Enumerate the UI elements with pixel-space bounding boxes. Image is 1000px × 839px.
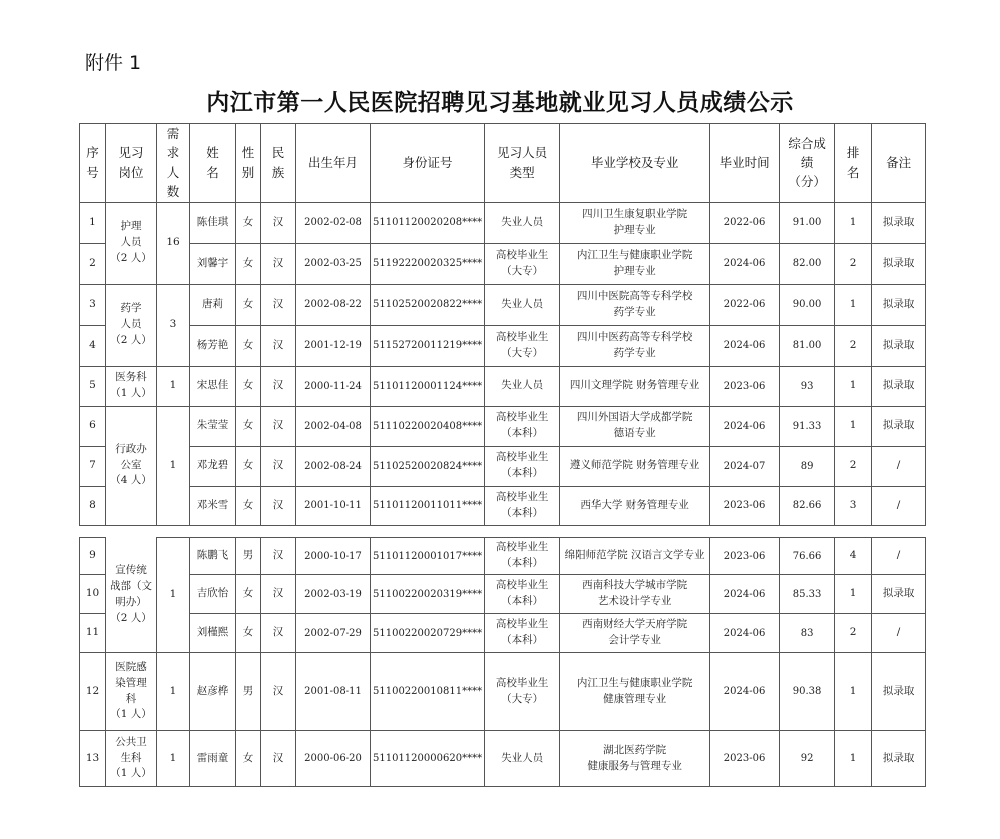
- position-cell-line: 药学: [120, 302, 142, 315]
- name-cell: 朱莹莹: [190, 406, 236, 446]
- school-cell: [560, 406, 710, 446]
- position-cell-line: （4 人）: [110, 474, 152, 487]
- header-demand: 需 求 人 数: [157, 124, 190, 203]
- school-cell: [560, 202, 710, 243]
- school-cell: [560, 538, 710, 575]
- school-cell-line: 健康服务与管理专业: [587, 759, 682, 772]
- row-number: 2: [80, 243, 106, 284]
- school-cell: [560, 325, 710, 366]
- rank-cell: 2: [835, 446, 872, 486]
- school-cell: [560, 653, 710, 731]
- grad-cell: 2023-06: [710, 366, 780, 406]
- position-cell-line: 公室: [120, 458, 142, 471]
- score-cell: 93: [780, 366, 835, 406]
- score-cell: 83: [780, 614, 835, 653]
- table-row: [80, 614, 926, 653]
- position-cell-line: 人员: [120, 236, 142, 249]
- score-cell: 81.00: [780, 325, 835, 366]
- birth-cell: 2002-03-19: [296, 575, 371, 614]
- header-no: 序 号: [80, 124, 106, 203]
- name-cell: 吉欣怡: [190, 575, 236, 614]
- position-cell-line: 生科: [120, 751, 142, 764]
- row-number: 7: [80, 446, 106, 486]
- ethnicity-cell: 汉: [261, 406, 296, 446]
- rank-cell: 2: [835, 325, 872, 366]
- remark-cell: /: [872, 614, 926, 653]
- row-number: 12: [80, 653, 106, 731]
- score-cell: 90.00: [780, 284, 835, 325]
- header-grad: 毕业时间: [710, 124, 780, 203]
- table-row: [80, 366, 926, 406]
- id-cell: 51101120000620****: [371, 731, 485, 787]
- name-cell: 宋思佳: [190, 366, 236, 406]
- rank-cell: 1: [835, 202, 872, 243]
- attachment-label: 附件 1: [85, 52, 142, 74]
- results-table-page1: [79, 123, 926, 526]
- type-cell: [485, 486, 560, 525]
- position-cell: [106, 202, 157, 284]
- type-cell-line: （大专）: [501, 692, 544, 705]
- remark-cell: 拟录取: [872, 406, 926, 446]
- row-number: 8: [80, 486, 106, 525]
- position-cell-line: 科: [125, 692, 137, 705]
- gender-cell: 女: [236, 325, 261, 366]
- demand-cell: 16: [157, 202, 190, 284]
- type-cell: [485, 575, 560, 614]
- position-cell-line: （1 人）: [110, 387, 152, 399]
- birth-cell: 2002-07-29: [296, 614, 371, 653]
- type-cell-line: 失业人员: [501, 751, 544, 764]
- id-cell: 51101120011011****: [371, 486, 485, 525]
- demand-cell: 3: [157, 284, 190, 366]
- position-cell-line: 人员: [120, 318, 142, 331]
- position-cell-line: （1 人）: [110, 767, 152, 780]
- gender-cell: 女: [236, 243, 261, 284]
- type-cell-line: 失业人员: [501, 297, 544, 310]
- birth-cell: 2001-10-11: [296, 486, 371, 525]
- grad-cell: 2024-06: [710, 575, 780, 614]
- results-table-page2: [79, 537, 926, 787]
- table-row: [80, 538, 926, 575]
- type-cell-line: 高校毕业生: [495, 618, 549, 631]
- document-title: 内江市第一人民医院招聘见习基地就业见习人员成绩公示: [206, 89, 794, 116]
- score-cell: 92: [780, 731, 835, 787]
- school-cell-line: 西南科技大学城市学院: [582, 579, 688, 592]
- school-cell-line: 湖北医药学院: [603, 743, 667, 756]
- ethnicity-cell: 汉: [261, 446, 296, 486]
- remark-cell: 拟录取: [872, 243, 926, 284]
- school-cell-line: 艺术设计学专业: [597, 595, 672, 607]
- school-cell: [560, 284, 710, 325]
- header-name: 姓 名: [190, 124, 236, 203]
- name-cell: 刘槿熙: [190, 614, 236, 653]
- id-cell: 51100220020729****: [371, 614, 485, 653]
- type-cell-line: 高校毕业生: [495, 411, 549, 424]
- grad-cell: 2022-06: [710, 202, 780, 243]
- birth-cell: 2000-06-20: [296, 731, 371, 787]
- header-remark: 备注: [872, 124, 926, 203]
- name-cell: 杨芳艳: [190, 325, 236, 366]
- birth-cell: 2002-03-25: [296, 243, 371, 284]
- id-cell: 51101120001017****: [371, 538, 485, 575]
- school-cell: [560, 243, 710, 284]
- rank-cell: 1: [835, 366, 872, 406]
- position-cell: [106, 406, 157, 525]
- position-cell: [106, 284, 157, 366]
- position-cell: [106, 538, 157, 653]
- table-row: [80, 575, 926, 614]
- position-cell-line: 护理: [120, 220, 142, 233]
- rank-cell: 2: [835, 243, 872, 284]
- table-row: [80, 486, 926, 525]
- grad-cell: 2023-06: [710, 538, 780, 575]
- school-cell-line: 德语专业: [613, 427, 656, 439]
- gender-cell: 女: [236, 731, 261, 787]
- grad-cell: 2024-06: [710, 325, 780, 366]
- school-cell-line: 遵义师范学院 财务管理专业: [569, 459, 700, 472]
- demand-cell: 1: [157, 406, 190, 525]
- school-cell-line: 四川中医药高等专科学校: [576, 330, 693, 343]
- grad-cell: 2022-06: [710, 284, 780, 325]
- ethnicity-cell: 汉: [261, 486, 296, 525]
- gender-cell: 女: [236, 202, 261, 243]
- type-cell-line: （本科）: [501, 595, 544, 607]
- type-cell-line: （本科）: [501, 506, 544, 519]
- gender-cell: 男: [236, 538, 261, 575]
- demand-cell: 1: [157, 653, 190, 731]
- rank-cell: 1: [835, 731, 872, 787]
- type-cell: [485, 538, 560, 575]
- school-cell-line: 会计学专业: [608, 634, 661, 646]
- name-cell: 邓龙碧: [190, 446, 236, 486]
- type-cell-line: 高校毕业生: [495, 490, 549, 503]
- id-cell: 51152720011219****: [371, 325, 485, 366]
- type-cell-line: （大专）: [501, 264, 544, 277]
- remark-cell: 拟录取: [872, 202, 926, 243]
- header-gender: 性 别: [236, 124, 261, 203]
- grad-cell: 2023-06: [710, 486, 780, 525]
- remark-cell: 拟录取: [872, 731, 926, 787]
- position-cell: [106, 366, 157, 406]
- birth-cell: 2002-08-22: [296, 284, 371, 325]
- ethnicity-cell: 汉: [261, 325, 296, 366]
- grad-cell: 2024-06: [710, 614, 780, 653]
- birth-cell: 2002-08-24: [296, 446, 371, 486]
- grad-cell: 2024-06: [710, 653, 780, 731]
- grad-cell: 2023-06: [710, 731, 780, 787]
- type-cell: [485, 284, 560, 325]
- header-ethnicity: 民 族: [261, 124, 296, 203]
- position-cell-line: 明办）: [115, 595, 147, 608]
- position-cell-line: （2 人）: [110, 611, 152, 624]
- gender-cell: 女: [236, 406, 261, 446]
- position-cell-line: 医务科: [115, 371, 147, 384]
- school-cell: [560, 366, 710, 406]
- type-cell-line: （本科）: [501, 634, 544, 646]
- type-cell: [485, 366, 560, 406]
- ethnicity-cell: 汉: [261, 284, 296, 325]
- header-position: 见习 岗位: [106, 124, 157, 203]
- id-cell: 51110220020408****: [371, 406, 485, 446]
- header-id: 身份证号: [371, 124, 485, 203]
- school-cell-line: 绵阳师范学院 汉语言文学专业: [564, 549, 705, 562]
- school-cell-line: 护理专业: [613, 264, 656, 277]
- name-cell: 唐莉: [190, 284, 236, 325]
- demand-cell: 1: [157, 538, 190, 653]
- remark-cell: 拟录取: [872, 284, 926, 325]
- position-cell-line: 公共卫: [115, 735, 147, 748]
- name-cell: 雷雨童: [190, 731, 236, 787]
- school-cell: [560, 614, 710, 653]
- position-cell-line: （2 人）: [110, 251, 152, 264]
- position-cell-line: 染管理: [115, 676, 147, 689]
- score-cell: 82.66: [780, 486, 835, 525]
- name-cell: 赵彦桦: [190, 653, 236, 731]
- demand-cell: 1: [157, 366, 190, 406]
- header-birth: 出生年月: [296, 124, 371, 203]
- school-cell: [560, 446, 710, 486]
- remark-cell: 拟录取: [872, 653, 926, 731]
- table-row: [80, 446, 926, 486]
- row-number: 5: [80, 366, 106, 406]
- id-cell: 51101120001124****: [371, 366, 485, 406]
- grad-cell: 2024-06: [710, 243, 780, 284]
- id-cell: 51102520020824****: [371, 446, 485, 486]
- school-cell-line: 四川外国语大学成都学院: [576, 411, 693, 424]
- id-cell: 51100220020319****: [371, 575, 485, 614]
- gender-cell: 女: [236, 614, 261, 653]
- score-cell: 76.66: [780, 538, 835, 575]
- school-cell-line: 护理专业: [613, 223, 656, 236]
- remark-cell: 拟录取: [872, 325, 926, 366]
- type-cell-line: 失业人员: [501, 215, 544, 228]
- ethnicity-cell: 汉: [261, 653, 296, 731]
- remark-cell: /: [872, 538, 926, 575]
- type-cell-line: 高校毕业生: [495, 248, 549, 261]
- ethnicity-cell: 汉: [261, 538, 296, 575]
- position-cell-line: （1 人）: [110, 708, 152, 721]
- remark-cell: /: [872, 446, 926, 486]
- rank-cell: 3: [835, 486, 872, 525]
- type-cell-line: （本科）: [501, 427, 544, 439]
- gender-cell: 女: [236, 575, 261, 614]
- header-rank: 排 名: [835, 124, 872, 203]
- school-cell: [560, 486, 710, 525]
- rank-cell: 1: [835, 284, 872, 325]
- school-cell-line: 四川卫生康复职业学院: [582, 207, 688, 220]
- score-cell: 89: [780, 446, 835, 486]
- score-cell: 90.38: [780, 653, 835, 731]
- birth-cell: 2001-12-19: [296, 325, 371, 366]
- birth-cell: 2002-02-08: [296, 202, 371, 243]
- type-cell-line: 高校毕业生: [495, 330, 549, 343]
- id-cell: 51102520020822****: [371, 284, 485, 325]
- school-cell-line: 西南财经大学天府学院: [582, 618, 688, 631]
- ethnicity-cell: 汉: [261, 366, 296, 406]
- table-row: [80, 325, 926, 366]
- school-cell: [560, 731, 710, 787]
- position-cell-line: 行政办: [115, 442, 147, 455]
- header-type: 见习人员 类型: [485, 124, 560, 203]
- gender-cell: 女: [236, 284, 261, 325]
- school-cell-line: 药学专业: [613, 346, 656, 359]
- score-cell: 91.33: [780, 406, 835, 446]
- type-cell: [485, 243, 560, 284]
- position-cell: [106, 653, 157, 731]
- school-cell-line: 内江卫生与健康职业学院: [576, 248, 693, 261]
- row-number: 1: [80, 202, 106, 243]
- position-cell-line: 医院感: [115, 661, 147, 673]
- type-cell-line: 高校毕业生: [495, 451, 549, 464]
- type-cell: [485, 202, 560, 243]
- type-cell-line: 高校毕业生: [495, 541, 549, 554]
- school-cell-line: 药学专业: [613, 305, 656, 318]
- rank-cell: 1: [835, 575, 872, 614]
- type-cell-line: 高校毕业生: [495, 579, 549, 592]
- grad-cell: 2024-06: [710, 406, 780, 446]
- gender-cell: 女: [236, 366, 261, 406]
- rank-cell: 4: [835, 538, 872, 575]
- gender-cell: 女: [236, 446, 261, 486]
- type-cell-line: （本科）: [501, 557, 544, 569]
- table-row: [80, 653, 926, 731]
- row-number: 13: [80, 731, 106, 787]
- gender-cell: 女: [236, 486, 261, 525]
- birth-cell: 2002-04-08: [296, 406, 371, 446]
- ethnicity-cell: 汉: [261, 575, 296, 614]
- birth-cell: 2000-10-17: [296, 538, 371, 575]
- table-row: [80, 243, 926, 284]
- demand-cell: 1: [157, 731, 190, 787]
- rank-cell: 1: [835, 406, 872, 446]
- row-number: 10: [80, 575, 106, 614]
- type-cell: [485, 653, 560, 731]
- table-row: [80, 202, 926, 243]
- table-row: [80, 731, 926, 787]
- row-number: 4: [80, 325, 106, 366]
- row-number: 9: [80, 538, 106, 575]
- remark-cell: /: [872, 486, 926, 525]
- type-cell: [485, 731, 560, 787]
- type-cell-line: 高校毕业生: [495, 676, 549, 689]
- id-cell: 51192220020325****: [371, 243, 485, 284]
- rank-cell: 1: [835, 653, 872, 731]
- school-cell-line: 内江卫生与健康职业学院: [576, 676, 693, 689]
- type-cell-line: （大专）: [501, 346, 544, 359]
- ethnicity-cell: 汉: [261, 202, 296, 243]
- grad-cell: 2024-07: [710, 446, 780, 486]
- table-row: [80, 406, 926, 446]
- position-cell: [106, 731, 157, 787]
- name-cell: 刘馨宇: [190, 243, 236, 284]
- ethnicity-cell: 汉: [261, 243, 296, 284]
- position-cell-line: 宣传统: [115, 564, 147, 577]
- school-cell-line: 西华大学 财务管理专业: [580, 498, 689, 511]
- school-cell-line: 健康管理专业: [603, 692, 667, 705]
- type-cell: [485, 614, 560, 653]
- name-cell: 邓米雪: [190, 486, 236, 525]
- school-cell: [560, 575, 710, 614]
- score-cell: 85.33: [780, 575, 835, 614]
- type-cell: [485, 325, 560, 366]
- birth-cell: 2001-08-11: [296, 653, 371, 731]
- row-number: 11: [80, 614, 106, 653]
- school-cell-line: 四川中医院高等专科学校: [576, 289, 693, 302]
- position-cell-line: （2 人）: [110, 333, 152, 346]
- type-cell-line: （本科）: [501, 467, 544, 479]
- type-cell-line: 失业人员: [501, 379, 544, 392]
- remark-cell: 拟录取: [872, 575, 926, 614]
- school-cell-line: 四川文理学院 财务管理专业: [569, 379, 700, 392]
- row-number: 3: [80, 284, 106, 325]
- gender-cell: 男: [236, 653, 261, 731]
- table-row: [80, 284, 926, 325]
- header-school: 毕业学校及专业: [560, 124, 710, 203]
- score-cell: 82.00: [780, 243, 835, 284]
- rank-cell: 2: [835, 614, 872, 653]
- type-cell: [485, 446, 560, 486]
- birth-cell: 2000-11-24: [296, 366, 371, 406]
- ethnicity-cell: 汉: [261, 731, 296, 787]
- id-cell: 51101120020208****: [371, 202, 485, 243]
- score-cell: 91.00: [780, 202, 835, 243]
- ethnicity-cell: 汉: [261, 614, 296, 653]
- type-cell: [485, 406, 560, 446]
- name-cell: 陈佳琪: [190, 202, 236, 243]
- header-score: 综合成 绩 （分）: [780, 124, 835, 203]
- name-cell: 陈鹏飞: [190, 538, 236, 575]
- remark-cell: 拟录取: [872, 366, 926, 406]
- row-number: 6: [80, 406, 106, 446]
- id-cell: 51100220010811****: [371, 653, 485, 731]
- position-cell-line: 战部（文: [110, 580, 152, 592]
- table-header-row: [80, 124, 926, 203]
